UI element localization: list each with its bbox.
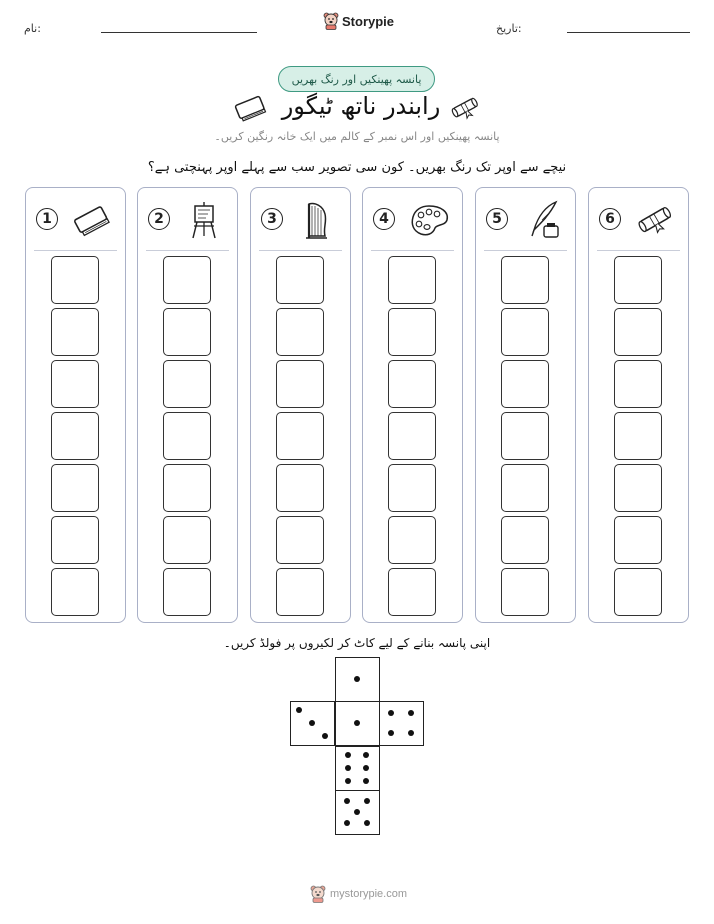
color-cell	[276, 360, 324, 408]
column-header	[597, 188, 680, 251]
color-cell	[51, 360, 99, 408]
easel-icon	[182, 200, 226, 240]
die-pip	[345, 765, 351, 771]
column-number: 4	[373, 208, 395, 230]
color-cell	[501, 568, 549, 616]
die-pip	[364, 820, 370, 826]
scroll-icon	[633, 200, 677, 240]
footer	[310, 885, 407, 903]
color-cell	[614, 256, 662, 304]
question-text: نیچے سے اوپر تک رنگ بھریں۔ کون سی تصویر سب سے پہلے اوپر پہنچتی ہے؟	[147, 160, 567, 175]
die-face-1	[335, 701, 380, 746]
column-6	[588, 187, 689, 623]
page-subtitle: پانسہ پھینکیں اور اس نمبر کے کالم میں ایک خانہ رنگین کریں۔	[214, 130, 500, 143]
color-cell	[51, 516, 99, 564]
column-number: 1	[36, 208, 58, 230]
column-1	[25, 187, 126, 623]
die-pip	[388, 710, 394, 716]
color-cell	[614, 568, 662, 616]
die-pip	[296, 707, 302, 713]
bear-logo-icon	[323, 12, 339, 30]
activity-badge: پانسہ پھینکیں اور رنگ بھریں	[278, 66, 435, 92]
color-cell	[388, 568, 436, 616]
color-cell	[276, 256, 324, 304]
color-cell	[276, 308, 324, 356]
die-face-3	[290, 701, 335, 746]
die-pip	[364, 798, 370, 804]
color-cell	[501, 412, 549, 460]
die-pip	[345, 752, 351, 758]
color-cell	[501, 308, 549, 356]
name-line	[101, 32, 257, 33]
die-pip	[354, 809, 360, 815]
color-cell	[163, 360, 211, 408]
color-cell	[388, 360, 436, 408]
die-instruction: اپنی پانسہ بنانے کے لیے کاٹ کر لکیروں پر فولڈ کریں۔	[223, 636, 491, 650]
color-cell	[51, 412, 99, 460]
die-face-1	[335, 657, 380, 702]
color-cell	[276, 464, 324, 512]
die-pip	[354, 676, 360, 682]
color-cell	[163, 568, 211, 616]
quill-ink-icon	[520, 200, 564, 240]
column-2	[137, 187, 238, 623]
die-face-6	[335, 746, 380, 791]
column-header	[484, 188, 567, 251]
column-number: 3	[261, 208, 283, 230]
die-pip	[363, 752, 369, 758]
die-pip	[388, 730, 394, 736]
color-cell	[614, 360, 662, 408]
color-cell	[388, 308, 436, 356]
die-pip	[344, 820, 350, 826]
scroll-title-icon	[449, 94, 481, 122]
color-cell	[163, 412, 211, 460]
die-pip	[309, 720, 315, 726]
color-cell	[614, 516, 662, 564]
die-face-4	[379, 701, 424, 746]
die-pip	[354, 720, 360, 726]
color-cell	[388, 412, 436, 460]
column-header	[371, 188, 454, 251]
color-cell	[51, 464, 99, 512]
die-face-5	[335, 790, 380, 835]
name-label: نام:	[24, 22, 41, 35]
column-number: 5	[486, 208, 508, 230]
color-cell	[501, 360, 549, 408]
die-pip	[408, 730, 414, 736]
color-cell	[388, 464, 436, 512]
book-icon	[70, 200, 114, 240]
color-cell	[51, 568, 99, 616]
die-pip	[344, 798, 350, 804]
color-cell	[388, 516, 436, 564]
die-pip	[345, 778, 351, 784]
column-header	[146, 188, 229, 251]
date-line	[567, 32, 690, 33]
die-pip	[322, 733, 328, 739]
color-cell	[163, 256, 211, 304]
column-header	[34, 188, 117, 251]
color-cell	[276, 568, 324, 616]
column-number: 6	[599, 208, 621, 230]
column-5	[475, 187, 576, 623]
color-cell	[163, 464, 211, 512]
harp-icon	[295, 200, 339, 240]
die-pip	[363, 765, 369, 771]
page-title: رابندر ناتھ ٹیگور	[281, 92, 441, 120]
color-cell	[614, 412, 662, 460]
color-cell	[388, 256, 436, 304]
color-cell	[501, 464, 549, 512]
color-cell	[501, 256, 549, 304]
color-cell	[51, 308, 99, 356]
palette-icon	[407, 200, 451, 240]
color-cell	[163, 516, 211, 564]
storypie-logo	[323, 12, 394, 30]
color-cell	[276, 412, 324, 460]
logo-text: Storypie	[342, 13, 395, 29]
color-cell	[614, 464, 662, 512]
column-number: 2	[148, 208, 170, 230]
die-pip	[363, 778, 369, 784]
column-3	[250, 187, 351, 623]
column-4	[362, 187, 463, 623]
color-cell	[501, 516, 549, 564]
footer-url: mystorypie.com	[330, 888, 408, 900]
date-label: تاریخ:	[496, 22, 522, 35]
color-cell	[163, 308, 211, 356]
color-cell	[51, 256, 99, 304]
book-title-icon	[233, 94, 269, 122]
color-cell	[614, 308, 662, 356]
column-header	[259, 188, 342, 251]
color-cell	[276, 516, 324, 564]
bear-footer-icon	[310, 885, 326, 903]
die-pip	[408, 710, 414, 716]
